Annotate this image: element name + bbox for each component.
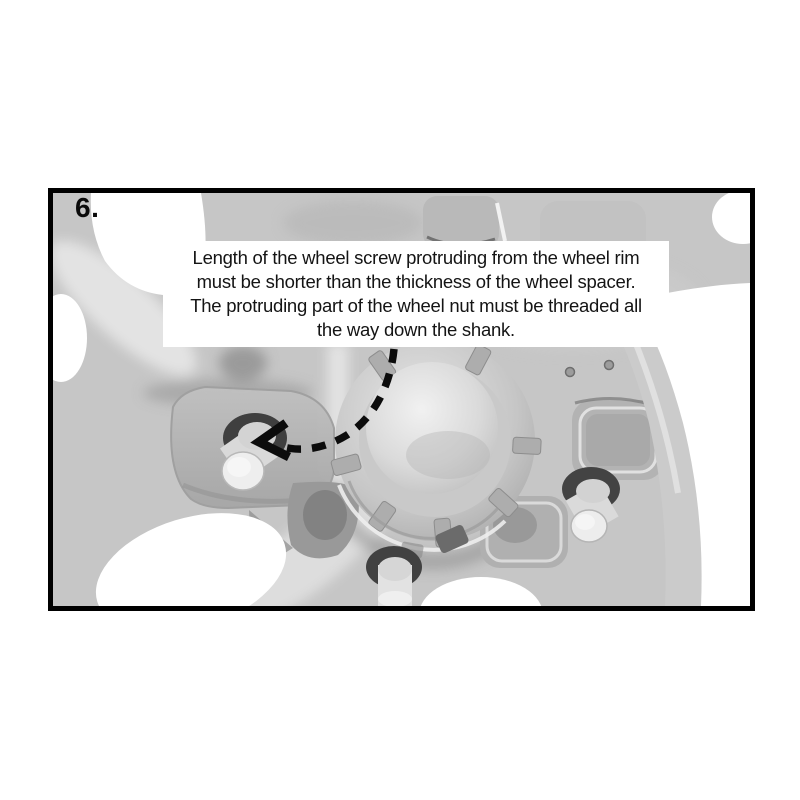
instruction-line-2: must be shorter than the thickness of the wheel spacer.	[196, 271, 636, 292]
instruction-line-3: The protruding part of the wheel nut must be threaded all	[190, 295, 642, 316]
instruction-line-1: Length of the wheel screw protruding from the wheel rim	[192, 247, 640, 268]
rivet-dot	[566, 368, 575, 377]
step-number: 6.	[75, 192, 100, 223]
instruction-text-box	[163, 241, 669, 347]
instruction-line-4: the way down the shank.	[317, 319, 515, 340]
rivet-dot	[605, 361, 614, 370]
figure-frame	[48, 188, 755, 611]
